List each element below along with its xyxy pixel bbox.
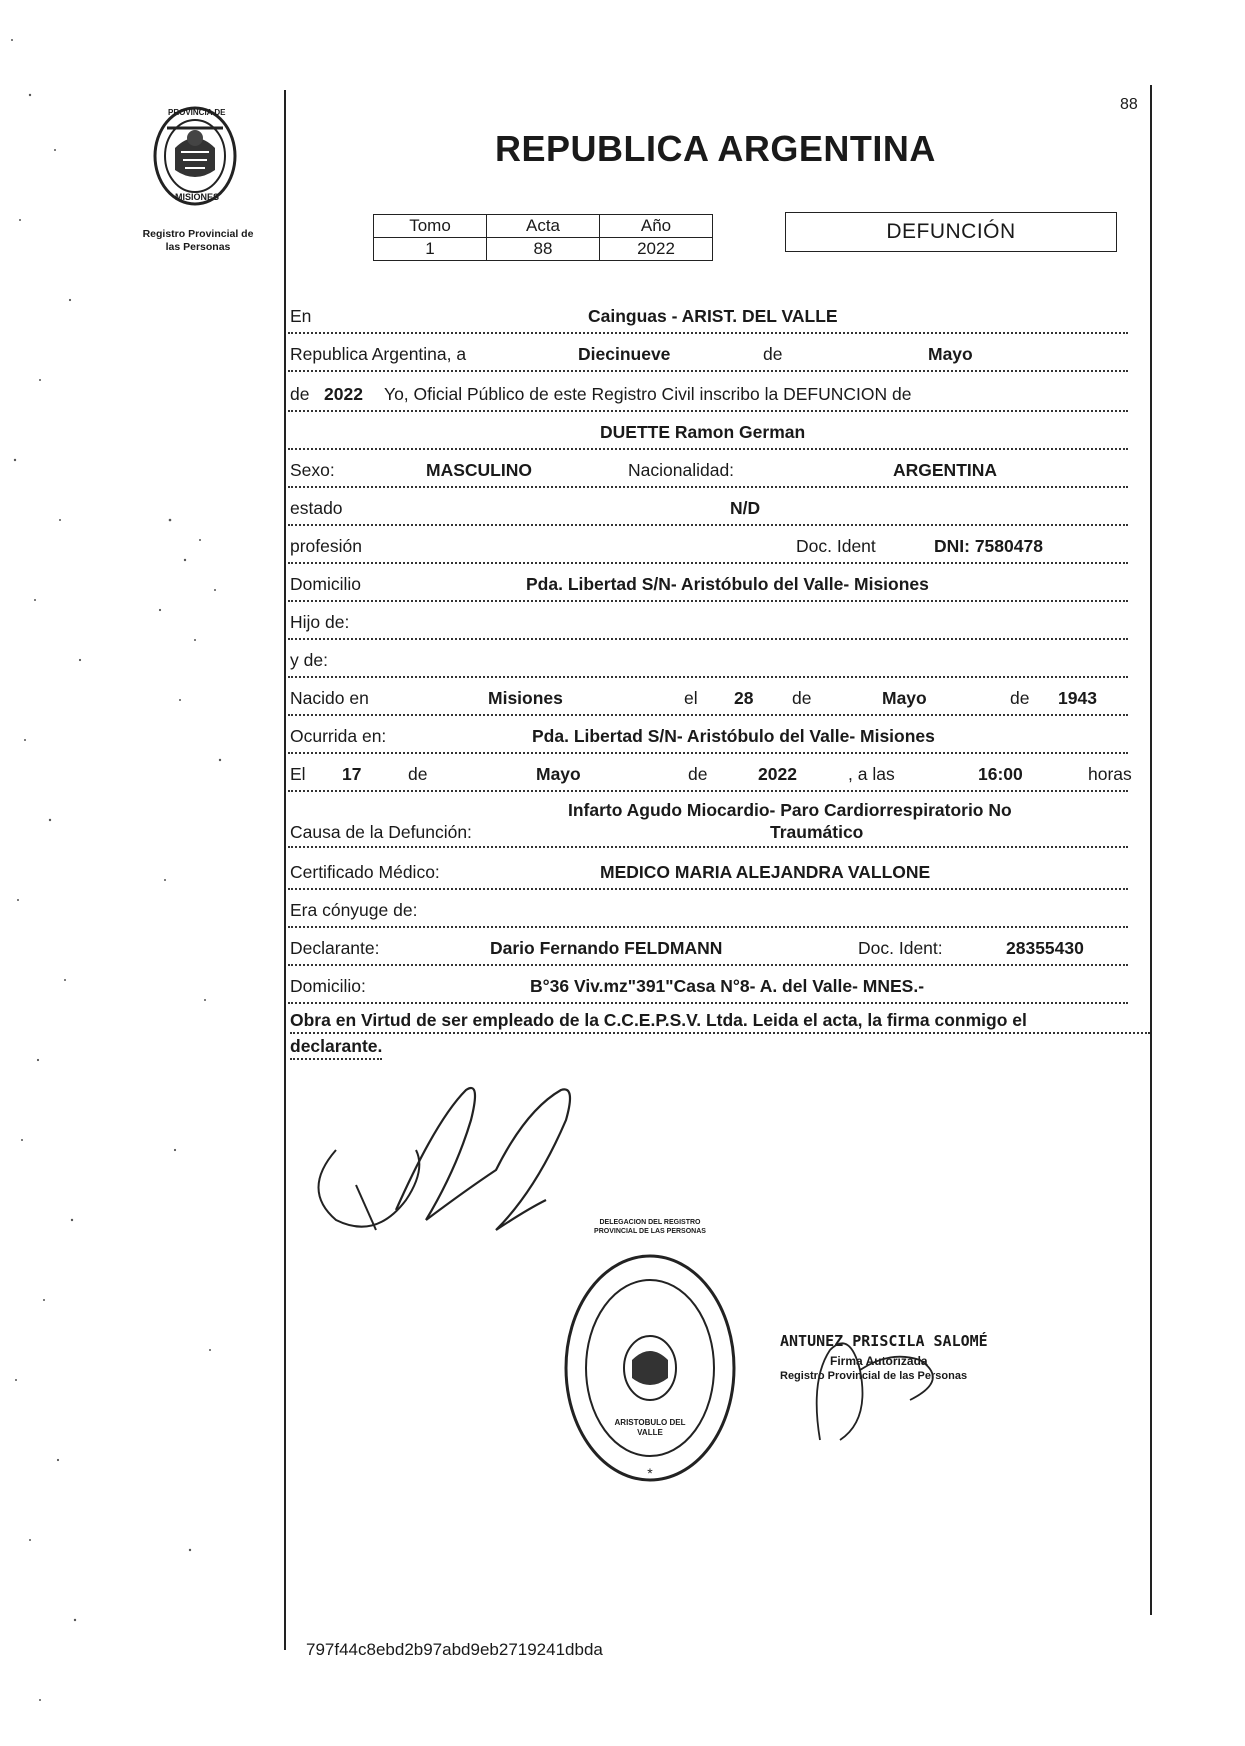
value-causa-line-2: Traumático — [770, 822, 864, 842]
row-estado — [288, 494, 1128, 526]
label-death-de-2: de — [688, 764, 708, 784]
label-republica: Republica Argentina, a — [290, 344, 467, 364]
province-seal-top-text: PROVINCIA DE — [168, 108, 226, 117]
seal-caption-line-1: Registro Provincial de — [142, 228, 254, 240]
label-el-2: El — [290, 764, 306, 784]
obra-line-2: declarante. — [290, 1034, 382, 1060]
label-sexo: Sexo: — [290, 460, 335, 480]
value-death-day: 17 — [342, 764, 362, 784]
obra-line-1: Obra en Virtud de ser empleado de la C.C.E.P.S.V. Ltda. Leida el acta, la firma conmigo el — [290, 1008, 1150, 1034]
label-declarante: Declarante: — [290, 938, 380, 958]
registry-value-anio: 2022 — [600, 238, 713, 261]
official-signature — [800, 1320, 980, 1450]
value-domicilio: Pda. Libertad S/N- Aristóbulo del Valle- Misiones — [526, 574, 929, 594]
page-number: 88 — [1120, 96, 1138, 113]
label-nacido: Nacido en — [290, 688, 369, 708]
value-death-year: 2022 — [758, 764, 797, 784]
value-month: Mayo — [928, 344, 973, 364]
value-day-word: Diecinueve — [578, 344, 671, 364]
label-en: En — [290, 306, 312, 326]
label-conyuge: Era cónyuge de: — [290, 900, 418, 920]
value-birth-month: Mayo — [882, 688, 927, 708]
row-domicilio — [288, 570, 1128, 602]
row-decl-domicilio — [288, 972, 1128, 1004]
label-decl-domicilio: Domicilio: — [290, 976, 366, 996]
value-birth-day: 28 — [734, 688, 754, 708]
label-certificado: Certificado Médico: — [290, 862, 440, 882]
label-domicilio: Domicilio — [290, 574, 361, 594]
label-a-las: , a las — [848, 764, 895, 784]
registry-value-tomo: 1 — [374, 238, 487, 261]
province-seal-bottom-text: MISIONES — [175, 192, 220, 202]
row-profesion — [288, 532, 1128, 564]
row-statement — [288, 380, 1128, 412]
label-hijo-de: Hijo de: — [290, 612, 350, 632]
value-decl-doc: 28355430 — [1006, 938, 1084, 958]
official-office: Registro Provincial de las Personas — [780, 1370, 968, 1382]
official-role: Firma Autorizada — [830, 1354, 928, 1368]
page-title: REPUBLICA ARGENTINA — [495, 128, 936, 169]
registry-table — [373, 214, 713, 261]
label-birth-de-2: de — [1010, 688, 1030, 708]
declarant-signature — [296, 1080, 596, 1260]
label-de-1: de — [763, 344, 783, 364]
svg-text:*: * — [647, 1465, 653, 1481]
label-estado: estado — [290, 498, 343, 518]
value-locality: Cainguas - ARIST. DEL VALLE — [588, 306, 838, 326]
row-declarante — [288, 934, 1128, 966]
scan-noise-inner — [140, 0, 260, 1746]
value-doc-ident: DNI: 7580478 — [934, 536, 1043, 556]
label-el: el — [684, 688, 698, 708]
registry-value-row — [374, 238, 713, 261]
registry-header-anio: Año — [600, 215, 713, 238]
row-conyuge — [288, 896, 1128, 928]
label-decl-doc: Doc. Ident: — [858, 938, 943, 958]
stamp-outer-text: DELEGACION DEL REGISTRO PROVINCIAL DE LAS PERSONAS — [594, 1219, 706, 1235]
seal-caption-line-2: las Personas — [165, 241, 231, 253]
label-profesion: profesión — [290, 536, 362, 556]
label-death-de-1: de — [408, 764, 428, 784]
value-nacionalidad: ARGENTINA — [893, 460, 998, 480]
value-birth-place: Misiones — [488, 688, 563, 708]
value-deceased-name: DUETTE Ramon German — [600, 422, 806, 442]
value-sexo: MASCULINO — [426, 460, 532, 480]
registry-header-tomo: Tomo — [374, 215, 487, 238]
scan-noise-left — [0, 0, 120, 1746]
stamp-inner-text: ARISTOBULO DEL VALLE — [614, 1418, 686, 1437]
value-decl-domicilio: B°36 Viv.mz"391"Casa N°8- A. del Valle- MNES.- — [530, 976, 925, 996]
label-horas: horas — [1088, 764, 1132, 784]
value-birth-year: 1943 — [1058, 688, 1097, 708]
label-y-de: y de: — [290, 650, 328, 670]
value-ocurrida: Pda. Libertad S/N- Aristóbulo del Valle- Misiones — [532, 726, 935, 746]
document-hash: 797f44c8ebd2b97abd9eb2719241dbda — [306, 1640, 603, 1659]
row-birth — [288, 684, 1128, 716]
delegation-stamp — [560, 1250, 740, 1486]
row-date — [288, 340, 1128, 372]
label-birth-de-1: de — [792, 688, 812, 708]
right-margin-rule — [1150, 85, 1152, 1615]
label-nacionalidad: Nacionalidad: — [628, 460, 735, 480]
label-causa: Causa de la Defunción: — [290, 822, 472, 842]
row-deceased-name — [288, 418, 1128, 450]
row-hijo-de — [288, 608, 1128, 640]
label-doc-ident: Doc. Ident — [796, 536, 876, 556]
certificate-type-box: DEFUNCIÓN — [785, 212, 1117, 252]
value-causa-line-1: Infarto Agudo Miocardio- Paro Cardiorrespiratorio No — [568, 800, 1012, 820]
left-margin-rule — [284, 90, 286, 1650]
value-estado: N/D — [730, 498, 761, 518]
row-locality — [288, 302, 1128, 334]
row-y-de — [288, 646, 1128, 678]
obra-text — [290, 1008, 1150, 1060]
value-death-month: Mayo — [536, 764, 581, 784]
row-death-date — [288, 760, 1132, 792]
official-name: ANTUNEZ PRISCILA SALOMÉ — [780, 1332, 988, 1350]
registry-header-row — [374, 215, 713, 238]
registry-header-acta: Acta — [487, 215, 600, 238]
province-seal-caption — [128, 228, 268, 254]
value-death-time: 16:00 — [978, 764, 1023, 784]
statement-text: Yo, Oficial Público de este Registro Civil inscribo la DEFUNCION de — [384, 384, 912, 404]
row-ocurrida — [288, 722, 1128, 754]
value-declarante: Dario Fernando FELDMANN — [490, 938, 723, 958]
registry-value-acta: 88 — [487, 238, 600, 261]
row-sex-nationality — [288, 456, 1128, 488]
row-causa — [288, 800, 1128, 848]
row-certificado — [288, 858, 1128, 890]
label-ocurrida: Ocurrida en: — [290, 726, 387, 746]
value-certificado: MEDICO MARIA ALEJANDRA VALLONE — [600, 862, 931, 882]
label-de-2: de — [290, 384, 310, 404]
value-year: 2022 — [324, 384, 363, 404]
